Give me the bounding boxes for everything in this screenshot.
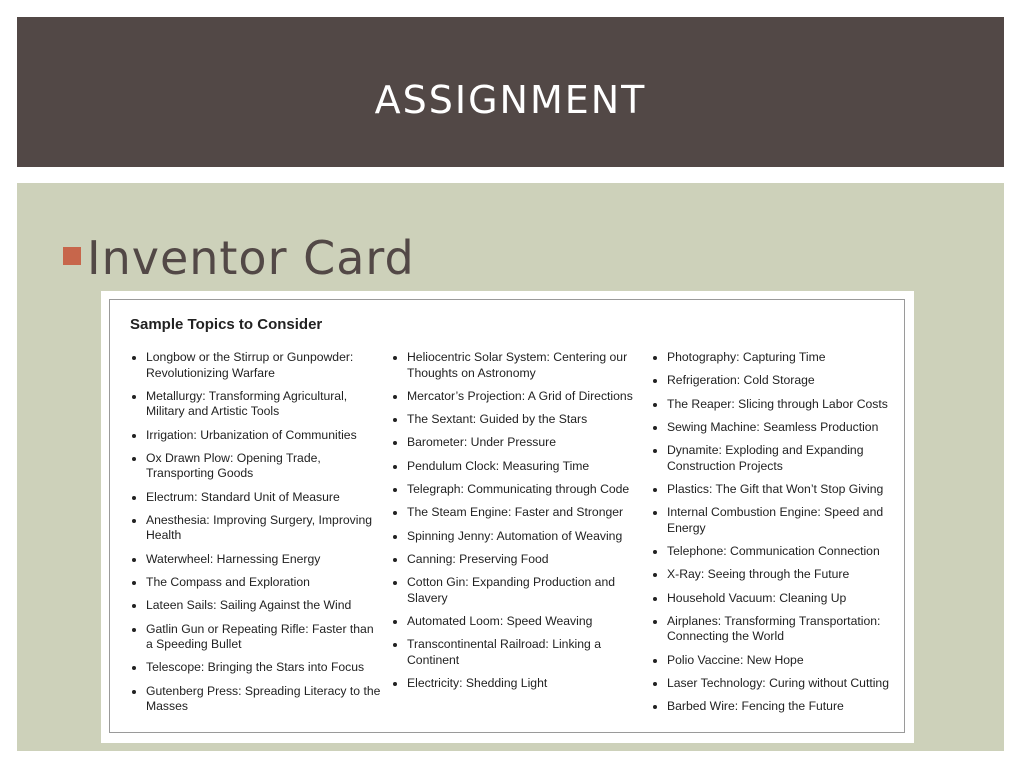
topic-item: Refrigeration: Cold Storage xyxy=(651,373,903,389)
topic-item: Telescope: Bringing the Stars into Focus xyxy=(130,660,382,676)
topic-item: Airplanes: Transforming Transportation: Connecting the World xyxy=(651,614,903,645)
slide-content xyxy=(17,183,1004,751)
topic-item: Anesthesia: Improving Surgery, Improving Health xyxy=(130,513,382,544)
topic-item: Dynamite: Exploding and Expanding Construction Projects xyxy=(651,443,903,474)
topic-item: Heliocentric Solar System: Centering our Thoughts on Astronomy xyxy=(391,350,643,381)
topic-item: Barometer: Under Pressure xyxy=(391,435,643,451)
topic-item: Telephone: Communication Connection xyxy=(651,544,903,560)
topic-item: Laser Technology: Curing without Cutting xyxy=(651,676,903,692)
topics-column-3 xyxy=(651,350,903,723)
topic-item: Telegraph: Communicating through Code xyxy=(391,482,643,498)
topic-item: Longbow or the Stirrup or Gunpowder: Revolutionizing Warfare xyxy=(130,350,382,381)
sample-topics-card xyxy=(101,291,914,743)
topic-item: Gutenberg Press: Spreading Literacy to the Masses xyxy=(130,684,382,715)
topic-item: Mercator’s Projection: A Grid of Directions xyxy=(391,389,643,405)
topic-item: Household Vacuum: Cleaning Up xyxy=(651,591,903,607)
topic-item: The Steam Engine: Faster and Stronger xyxy=(391,505,643,521)
topic-item: Internal Combustion Engine: Speed and Energy xyxy=(651,505,903,536)
topic-item: Metallurgy: Transforming Agricultural, Military and Artistic Tools xyxy=(130,389,382,420)
topic-item: Irrigation: Urbanization of Communities xyxy=(130,428,382,444)
card-border xyxy=(109,299,905,733)
topic-item: X-Ray: Seeing through the Future xyxy=(651,567,903,583)
topic-item: Plastics: The Gift that Won’t Stop Giving xyxy=(651,482,903,498)
bullet-item xyxy=(63,231,415,285)
bullet-text: Inventor Card xyxy=(87,231,415,285)
square-bullet-icon xyxy=(63,247,81,265)
topic-item: Photography: Capturing Time xyxy=(651,350,903,366)
topic-item: The Reaper: Slicing through Labor Costs xyxy=(651,397,903,413)
topics-column-2 xyxy=(391,350,643,699)
topic-item: Barbed Wire: Fencing the Future xyxy=(651,699,903,715)
topic-item: Cotton Gin: Expanding Production and Slavery xyxy=(391,575,643,606)
topic-item: Lateen Sails: Sailing Against the Wind xyxy=(130,598,382,614)
topic-item: Spinning Jenny: Automation of Weaving xyxy=(391,529,643,545)
slide-header xyxy=(17,17,1004,167)
topic-item: Canning: Preserving Food xyxy=(391,552,643,568)
card-title: Sample Topics to Consider xyxy=(130,316,323,333)
topic-item: Transcontinental Railroad: Linking a Continent xyxy=(391,637,643,668)
topic-item: Sewing Machine: Seamless Production xyxy=(651,420,903,436)
topic-item: Polio Vaccine: New Hope xyxy=(651,653,903,669)
slide-title: ASSIGNMENT xyxy=(374,78,647,122)
topic-item: The Compass and Exploration xyxy=(130,575,382,591)
topic-item: Automated Loom: Speed Weaving xyxy=(391,614,643,630)
topic-item: The Sextant: Guided by the Stars xyxy=(391,412,643,428)
topic-item: Electricity: Shedding Light xyxy=(391,676,643,692)
topic-item: Electrum: Standard Unit of Measure xyxy=(130,490,382,506)
topic-item: Pendulum Clock: Measuring Time xyxy=(391,459,643,475)
topic-item: Waterwheel: Harnessing Energy xyxy=(130,552,382,568)
topics-column-1 xyxy=(130,350,382,723)
topic-item: Ox Drawn Plow: Opening Trade, Transporting Goods xyxy=(130,451,382,482)
topic-item: Gatlin Gun or Repeating Rifle: Faster than a Speeding Bullet xyxy=(130,622,382,653)
